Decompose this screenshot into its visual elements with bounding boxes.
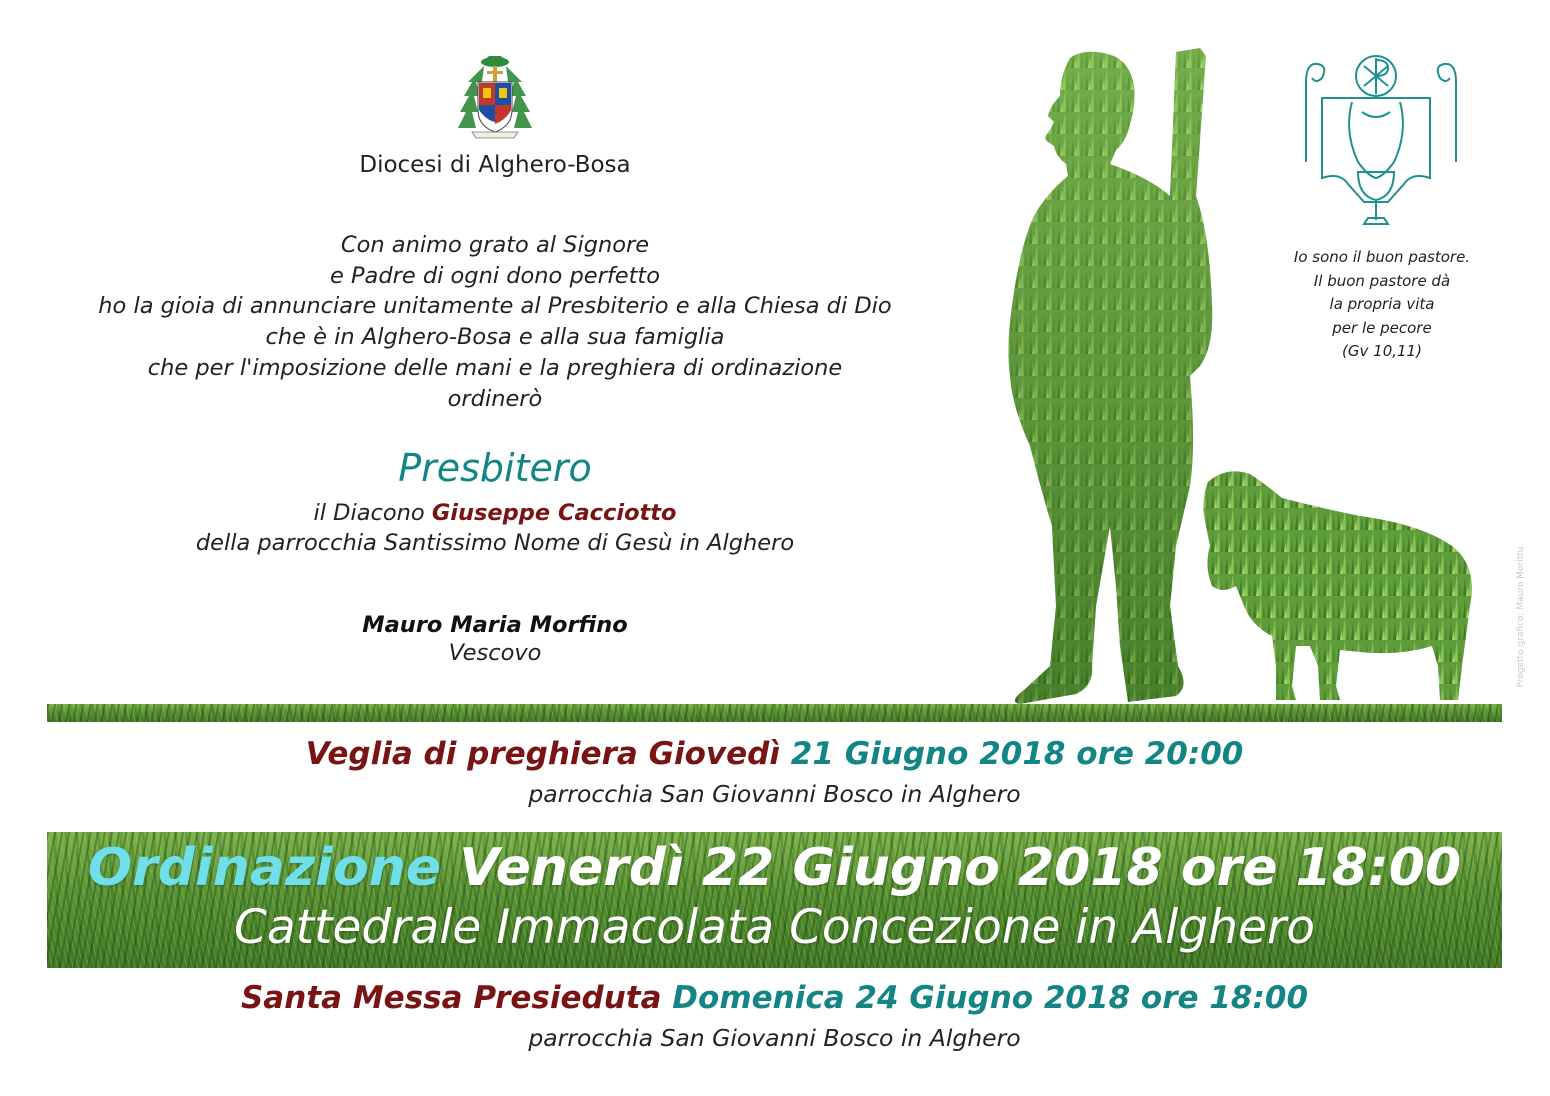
intro-line: Con animo grato al Signore <box>340 232 650 258</box>
ordination-event <box>47 838 1502 898</box>
ordination-datetime: Venerdì 22 Giugno 2018 ore 18:00 <box>459 838 1462 898</box>
grass-divider-strip <box>47 704 1502 722</box>
candidate-prefix: il Diacono <box>313 500 425 526</box>
episcopal-crest-icon <box>454 52 536 144</box>
intro-line: che è in Alghero-Bosa e alla sua famiglia <box>265 324 725 351</box>
vigil-place: parrocchia San Giovanni Bosco in Alghero <box>528 780 1021 808</box>
mass-label: Santa Messa Presieduta <box>240 980 662 1016</box>
candidate-parish: della parrocchia Santissimo Nome di Gesù in Alghero <box>195 530 795 556</box>
quote-line: Io sono il buon pastore. <box>1293 248 1471 266</box>
ordination-label: Ordinazione <box>87 838 442 898</box>
quote-line: la propria vita <box>1329 295 1435 313</box>
graphic-credit-text: Progetto grafico: Mauro Morittu <box>1516 546 1526 688</box>
candidate-name: Giuseppe Cacciotto <box>431 500 677 526</box>
diocese-name: Diocesi di Alghero-Bosa <box>359 152 631 178</box>
intro-line: che per l'imposizione delle mani e la preghiera di ordinazione <box>147 354 843 381</box>
ordination-place: Cattedrale Immacolata Concezione in Alghero <box>234 900 1315 955</box>
intro-line: ordinerò <box>447 385 543 412</box>
intro-line: ho la gioia di annunciare unitamente al Presbiterio e alla Chiesa di Dio <box>98 293 892 320</box>
graphic-credit <box>1508 546 1528 696</box>
mass-datetime: Domenica 24 Giugno 2018 ore 18:00 <box>672 980 1309 1016</box>
vigil-label: Veglia di preghiera Giovedì <box>305 736 780 772</box>
mass-place: parrocchia San Giovanni Bosco in Alghero <box>528 1024 1021 1052</box>
bishop-name: Mauro Maria Morfino <box>362 612 628 638</box>
candidate-line <box>150 500 840 526</box>
intro-text <box>40 230 950 414</box>
bishop-title: Vescovo <box>448 640 542 666</box>
vigil-event <box>47 736 1502 772</box>
scripture-quote <box>1262 246 1502 364</box>
good-shepherd-emblem-icon <box>1292 52 1472 232</box>
intro-line: e Padre di ogni dono perfetto <box>329 262 661 289</box>
vigil-datetime: 21 Giugno 2018 ore 20:00 <box>790 736 1244 772</box>
ordination-role-title: Presbitero <box>398 446 592 490</box>
quote-line: Il buon pastore dà <box>1313 271 1451 290</box>
quote-line: per le pecore <box>1332 318 1432 337</box>
quote-reference: (Gv 10,11) <box>1342 342 1422 360</box>
mass-event <box>47 980 1502 1016</box>
